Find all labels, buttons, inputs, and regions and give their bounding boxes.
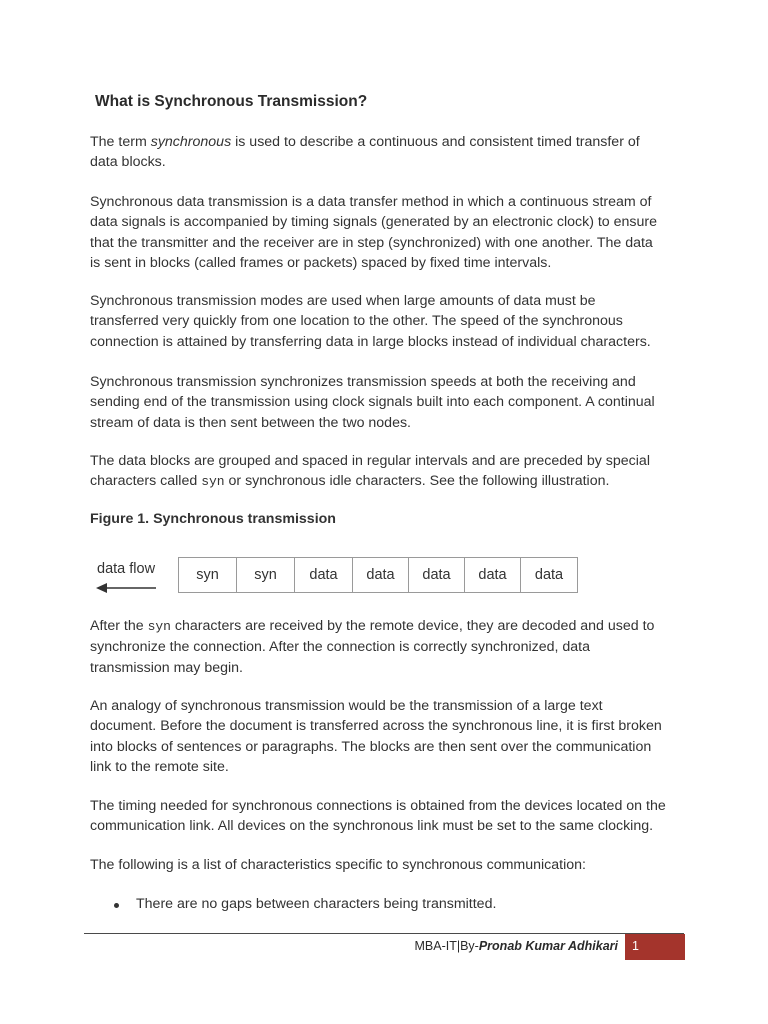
- paragraph-analogy: An analogy of synchronous transmission would be the transmission of a large text document. Before the document is transferred across the synchronous line, it is first broken into blocks of sentences or paragraphs. The blocks are then sent over the communication link to the remote site.: [90, 698, 662, 776]
- footer-divider: [84, 933, 684, 934]
- frame-cell: syn: [237, 558, 295, 592]
- frame-cell: data: [409, 558, 465, 592]
- left-arrow-icon: [96, 581, 158, 595]
- paragraph-list-intro: The following is a list of characteristics specific to synchronous communication:: [90, 857, 586, 873]
- frame-cell: data: [465, 558, 521, 592]
- frame-cell: data: [534, 567, 564, 583]
- bullet-icon: [114, 903, 119, 908]
- frame-diagram: [178, 557, 578, 593]
- intro-paragraph: The term synchronous is used to describe a continuous and consistent timed transfer of data blocks.: [90, 134, 640, 171]
- paragraph-clock: Synchronous transmission synchronizes transmission speeds at both the receiving and sending end of the transmission using clock signals built into each component. A continual stream of data is then sent between the two nodes.: [90, 374, 655, 431]
- list-item: There are no gaps between characters being transmitted.: [136, 896, 497, 912]
- page-number-badge: 1: [625, 934, 685, 960]
- figure-caption: Figure 1. Synchronous transmission: [90, 511, 336, 527]
- paragraph-blocks: The data blocks are grouped and spaced in regular intervals and are preceded by special characters called syn or synchronous idle characters. See the following illustration.: [90, 453, 650, 490]
- paragraph-definition: Synchronous data transmission is a data transfer method in which a continuous stream of data signals is accompanied by timing signals (generated by an electronic clock) to ensure that the transmitter and the receiver are in step (synchronized) with one another. The data is sent in blocks (called frames or packets) spaced by fixed time intervals.: [90, 194, 658, 272]
- paragraph-modes: Synchronous transmission modes are used when large amounts of data must be transferred very quickly from one location to the other. The speed of the synchronous connection is attained by transferring data in large blocks instead of individual characters.: [90, 293, 651, 350]
- paragraph-after-syn: After the syn characters are received by the remote device, they are decoded and used to synchronize the connection. After the connection is correctly synchronized, data transmission may begin.: [90, 618, 655, 676]
- data-flow-label: data flow: [97, 561, 156, 577]
- frame-cell: data: [295, 558, 353, 592]
- page-title: What is Synchronous Transmission?: [95, 93, 368, 110]
- frame-cell: syn: [179, 558, 237, 592]
- paragraph-timing: The timing needed for synchronous connections is obtained from the devices located on the communication link. All devices on the synchronous link must be set to the same clocking.: [90, 798, 666, 835]
- footer-author: MBA-IT|By-Pronab Kumar Adhikari: [414, 939, 618, 953]
- frame-cell: data: [353, 558, 409, 592]
